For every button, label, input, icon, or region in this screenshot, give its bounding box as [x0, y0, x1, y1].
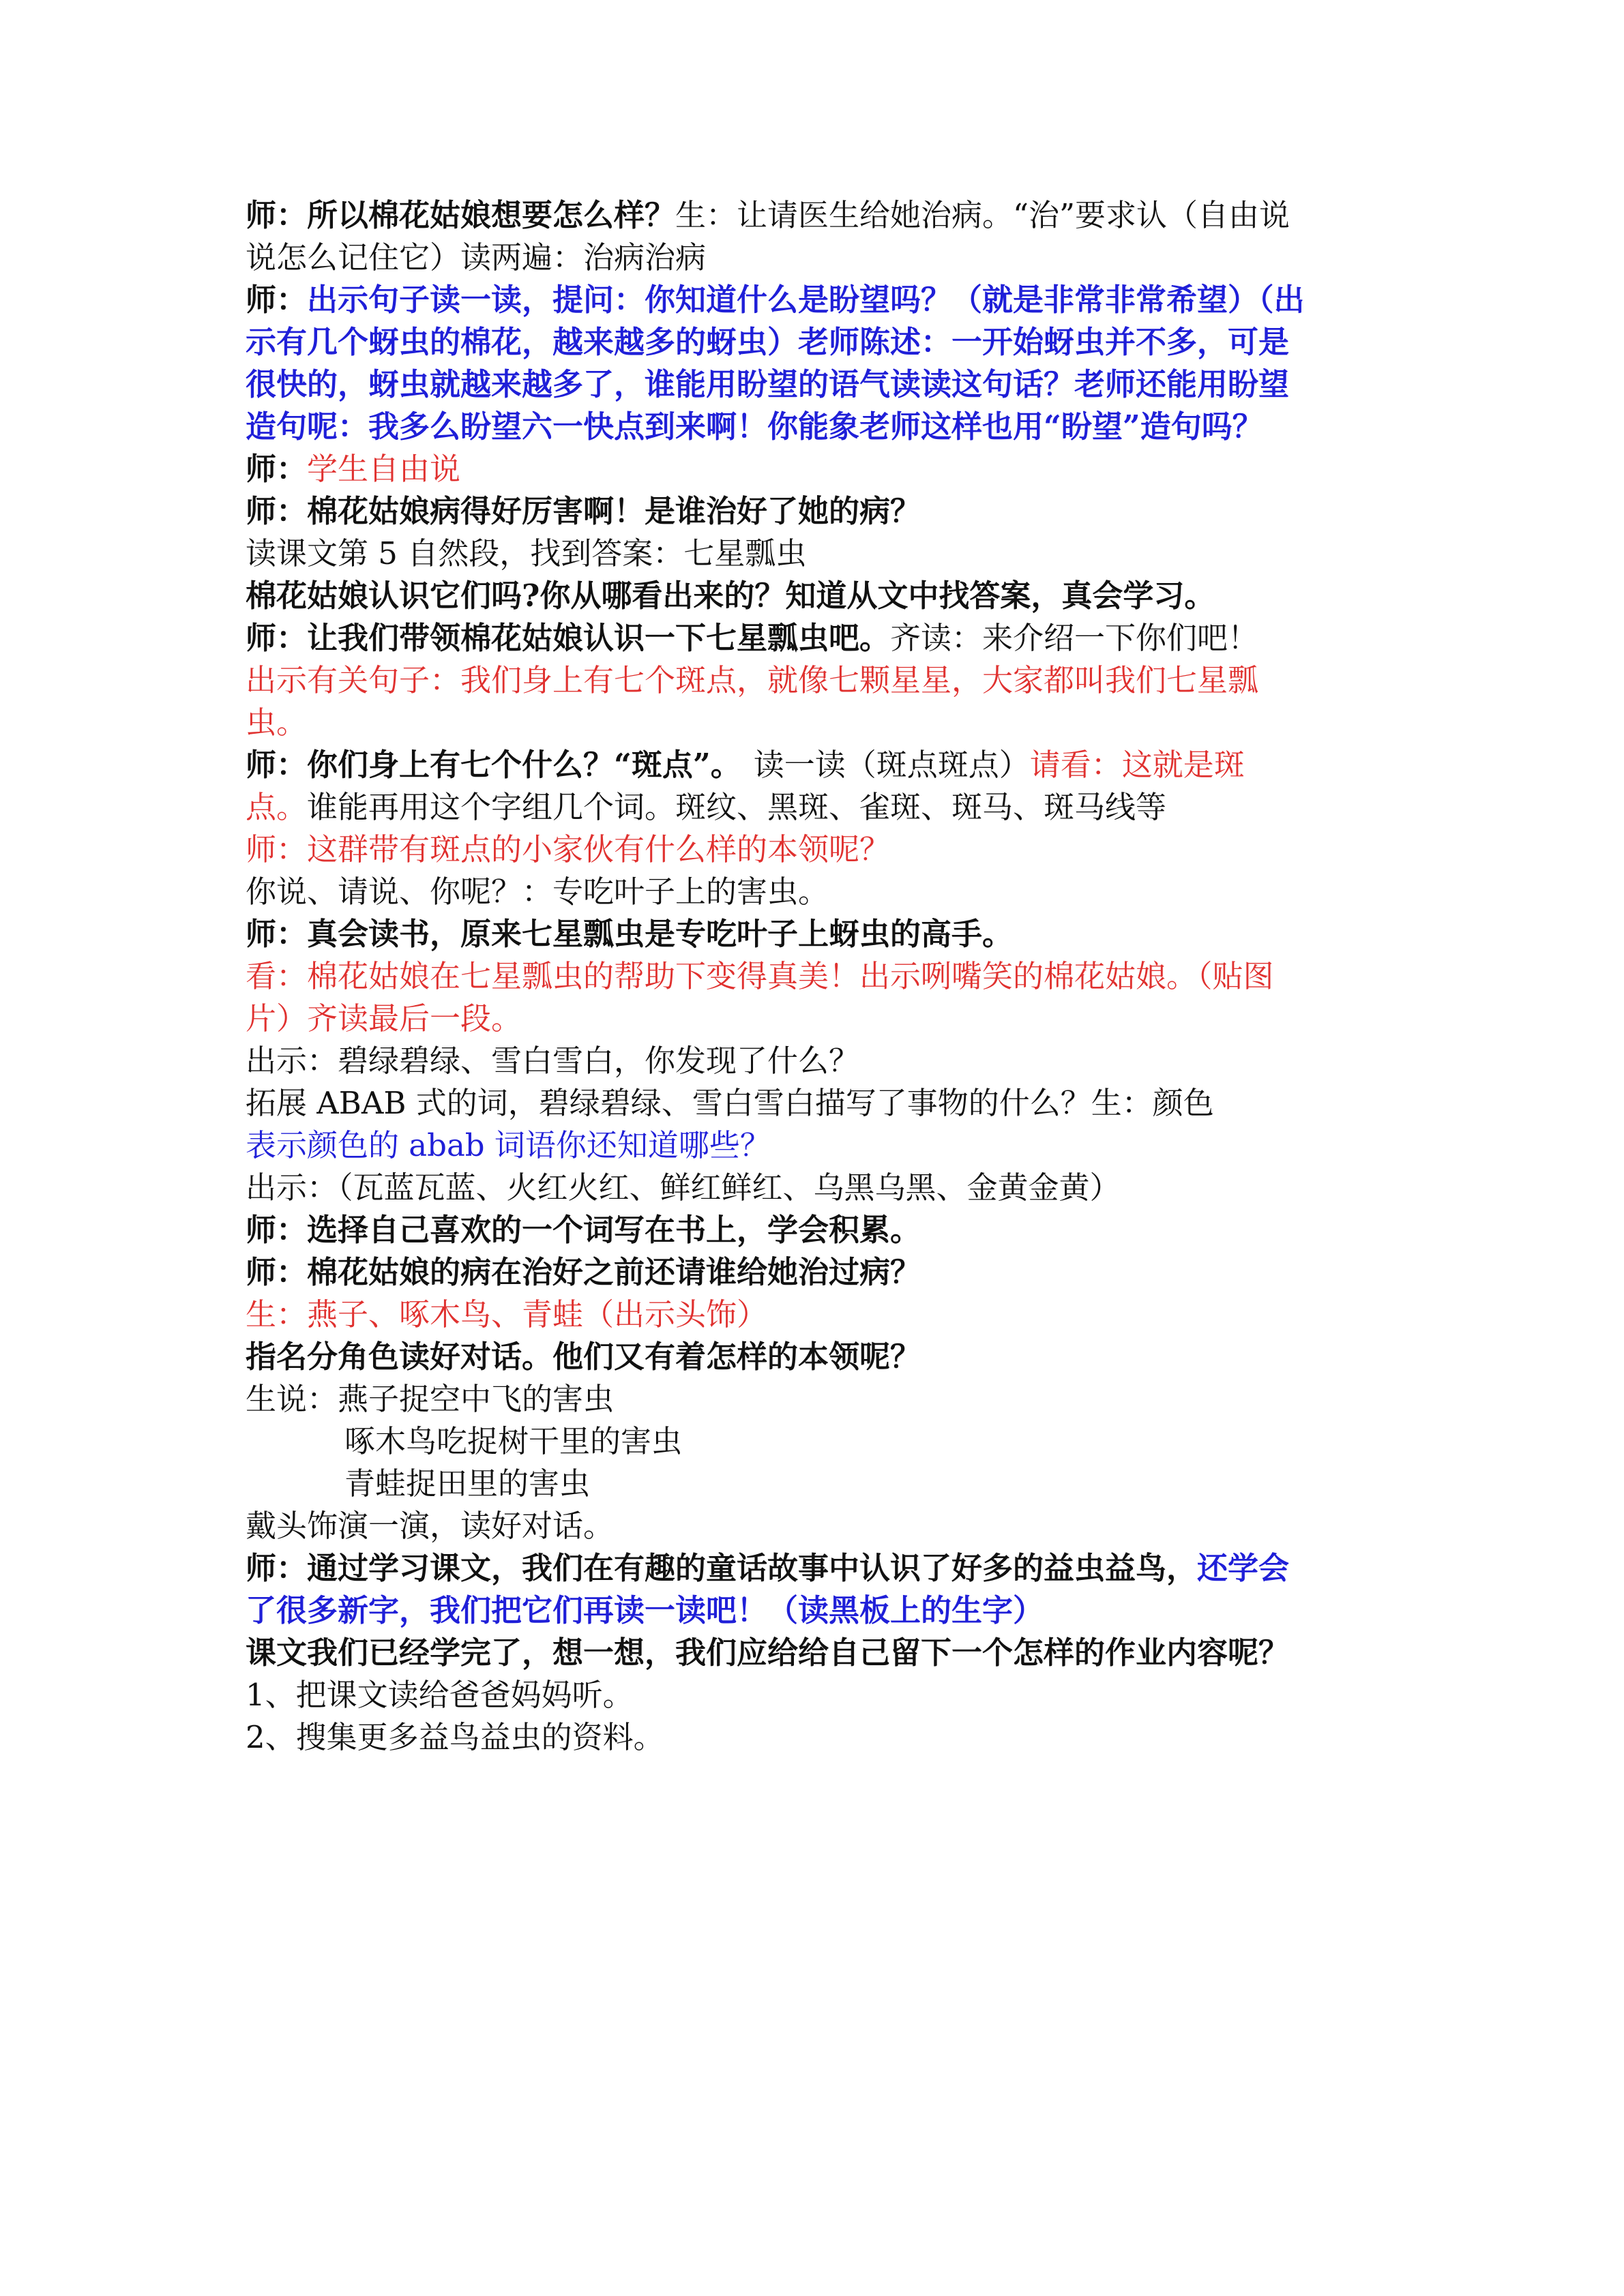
- text-line: [246, 1294, 1381, 1336]
- text-segment: 请看：这就是斑: [1029, 747, 1245, 783]
- text-segment: 1、把课文读给爸爸妈妈听。: [246, 1677, 634, 1713]
- text-segment: 说怎么记住它）读两遍：治病治病: [246, 239, 707, 275]
- text-segment: 虫。: [246, 704, 308, 741]
- text-segment: 片）齐读最后一段。: [246, 1000, 522, 1037]
- text-segment: 生：燕子、啄木鸟、青蛙（出示头饰）: [246, 1296, 768, 1332]
- text-segment: 出示句子读一读，提问：你知道什么是盼望吗？（就是非常非常希望）（出: [307, 282, 1305, 318]
- text-line: [246, 1674, 1381, 1716]
- text-segment: 师：通过学习课文，我们在有趣的童话故事中认识了好多的益虫益鸟，: [246, 1550, 1198, 1586]
- text-line: [246, 448, 1381, 490]
- text-line: [246, 913, 1381, 955]
- text-segment: 出示：碧绿碧绿、雪白雪白，你发现了什么？: [246, 1043, 860, 1079]
- text-line: [246, 1378, 1381, 1420]
- text-segment: 课文我们已经学完了，想一想，我们应给给自己留下一个怎样的作业内容呢？: [246, 1635, 1290, 1671]
- text-line: [246, 1209, 1381, 1251]
- text-line: [246, 1632, 1381, 1674]
- text-segment: 戴头饰演一演，读好对话。: [246, 1508, 615, 1544]
- text-line: [246, 871, 1381, 913]
- text-line: [246, 1251, 1381, 1294]
- text-segment: 青蛙捉田里的害虫: [344, 1465, 591, 1502]
- text-line: [246, 279, 1381, 321]
- text-line: [246, 617, 1381, 659]
- text-segment: 很快的，蚜虫就越来越多了，谁能用盼望的语气读读这句话？老师还能用盼望: [246, 366, 1290, 402]
- text-line: [246, 1463, 1381, 1505]
- text-segment: 师：让我们带领棉花姑娘认识一下七星瓢虫吧。: [246, 620, 891, 656]
- text-line: [246, 1716, 1381, 1759]
- text-line: [246, 575, 1381, 617]
- text-segment: 师：: [246, 451, 308, 487]
- text-segment: 示有几个蚜虫的棉花，越来越多的蚜虫）老师陈述：一开始蚜虫并不多，可是: [246, 324, 1290, 360]
- text-segment: 读课文第 5 自然段，找到答案：七星瓢虫: [246, 535, 807, 571]
- text-line: [246, 955, 1381, 998]
- text-segment: 谁能再用这个字组几个词。斑纹、黑斑、雀斑、斑马、斑马线等: [307, 789, 1167, 825]
- text-line: [246, 829, 1381, 871]
- text-segment: 师：棉花姑娘的病在治好之前还请谁给她治过病？: [246, 1254, 921, 1290]
- text-line: [246, 490, 1381, 533]
- text-segment: 生：让请医生给她治病。“治”要求认（自由说: [675, 197, 1290, 233]
- text-segment: 出示有关句子：我们身上有七个斑点，就像七颗星星，大家都叫我们七星瓢: [246, 662, 1259, 698]
- text-line: [246, 1167, 1381, 1209]
- text-line: [246, 1547, 1381, 1590]
- text-segment: 2、搜集更多益鸟益虫的资料。: [246, 1719, 664, 1755]
- text-segment: 师：: [246, 282, 308, 318]
- text-line: [246, 744, 1381, 786]
- text-segment: 还学会: [1197, 1550, 1290, 1586]
- text-segment: 拓展 ABAB 式的词，碧绿碧绿、雪白雪白描写了事物的什么？生：颜色: [246, 1085, 1214, 1121]
- text-segment: 师：真会读书，原来七星瓢虫是专吃叶子上蚜虫的高手。: [246, 916, 1014, 952]
- text-line: [246, 786, 1381, 829]
- text-line: [246, 1082, 1381, 1124]
- text-segment: 棉花姑娘认识它们吗?你从哪看出来的？知道从文中找答案，真会学习。: [246, 578, 1215, 614]
- text-line: [246, 194, 1381, 237]
- text-line: [246, 998, 1381, 1040]
- text-line: [246, 1124, 1381, 1167]
- text-segment: 师：这群带有斑点的小家伙有什么样的本领呢？: [246, 831, 891, 867]
- text-line: [246, 1505, 1381, 1547]
- text-segment: 点。: [246, 789, 308, 825]
- text-segment: 齐读：来介绍一下你们吧！: [890, 620, 1259, 656]
- text-line: [246, 321, 1381, 363]
- document-page: [246, 194, 1381, 1759]
- text-segment: 表示颜色的 abab 词语你还知道哪些？: [246, 1127, 771, 1163]
- text-segment: 指名分角色读好对话。他们又有着怎样的本领呢？: [246, 1339, 921, 1375]
- text-segment: 了很多新字，我们把它们再读一读吧！（读黑板上的生字）: [246, 1592, 1044, 1628]
- text-segment: 师：所以棉花姑娘想要怎么样？: [246, 197, 676, 233]
- text-segment: 师：棉花姑娘病得好厉害啊！是谁治好了她的病？: [246, 493, 921, 529]
- text-segment: 师：你们身上有七个什么？“斑点”。: [246, 747, 741, 783]
- text-segment: 读一读（斑点斑点）: [753, 747, 1030, 783]
- text-line: [246, 533, 1381, 575]
- text-segment: 看：棉花姑娘在七星瓢虫的帮助下变得真美！出示咧嘴笑的棉花姑娘。（贴图: [246, 958, 1274, 994]
- text-line: [246, 1590, 1381, 1632]
- text-line: [246, 1040, 1381, 1082]
- text-line: [246, 702, 1381, 744]
- text-segment: 啄木鸟吃捉树干里的害虫: [344, 1423, 683, 1459]
- text-segment: 师：选择自己喜欢的一个词写在书上，学会积累。: [246, 1212, 921, 1248]
- text-line: [246, 237, 1381, 279]
- text-line: [246, 406, 1381, 448]
- text-line: [246, 1336, 1381, 1378]
- text-line: [246, 659, 1381, 702]
- text-segment: 学生自由说: [307, 451, 461, 487]
- text-segment: 你说、请说、你呢？：专吃叶子上的害虫。: [246, 874, 829, 910]
- text-line: [246, 363, 1381, 406]
- text-segment: 生说：燕子捉空中飞的害虫: [246, 1381, 615, 1417]
- text-segment: 出示：（瓦蓝瓦蓝、火红火红、鲜红鲜红、乌黑乌黑、金黄金黄）: [246, 1169, 1121, 1206]
- text-segment: 造句呢：我多么盼望六一快点到来啊！你能象老师这样也用“盼望”造句吗？: [246, 408, 1263, 445]
- text-line: [246, 1420, 1381, 1463]
